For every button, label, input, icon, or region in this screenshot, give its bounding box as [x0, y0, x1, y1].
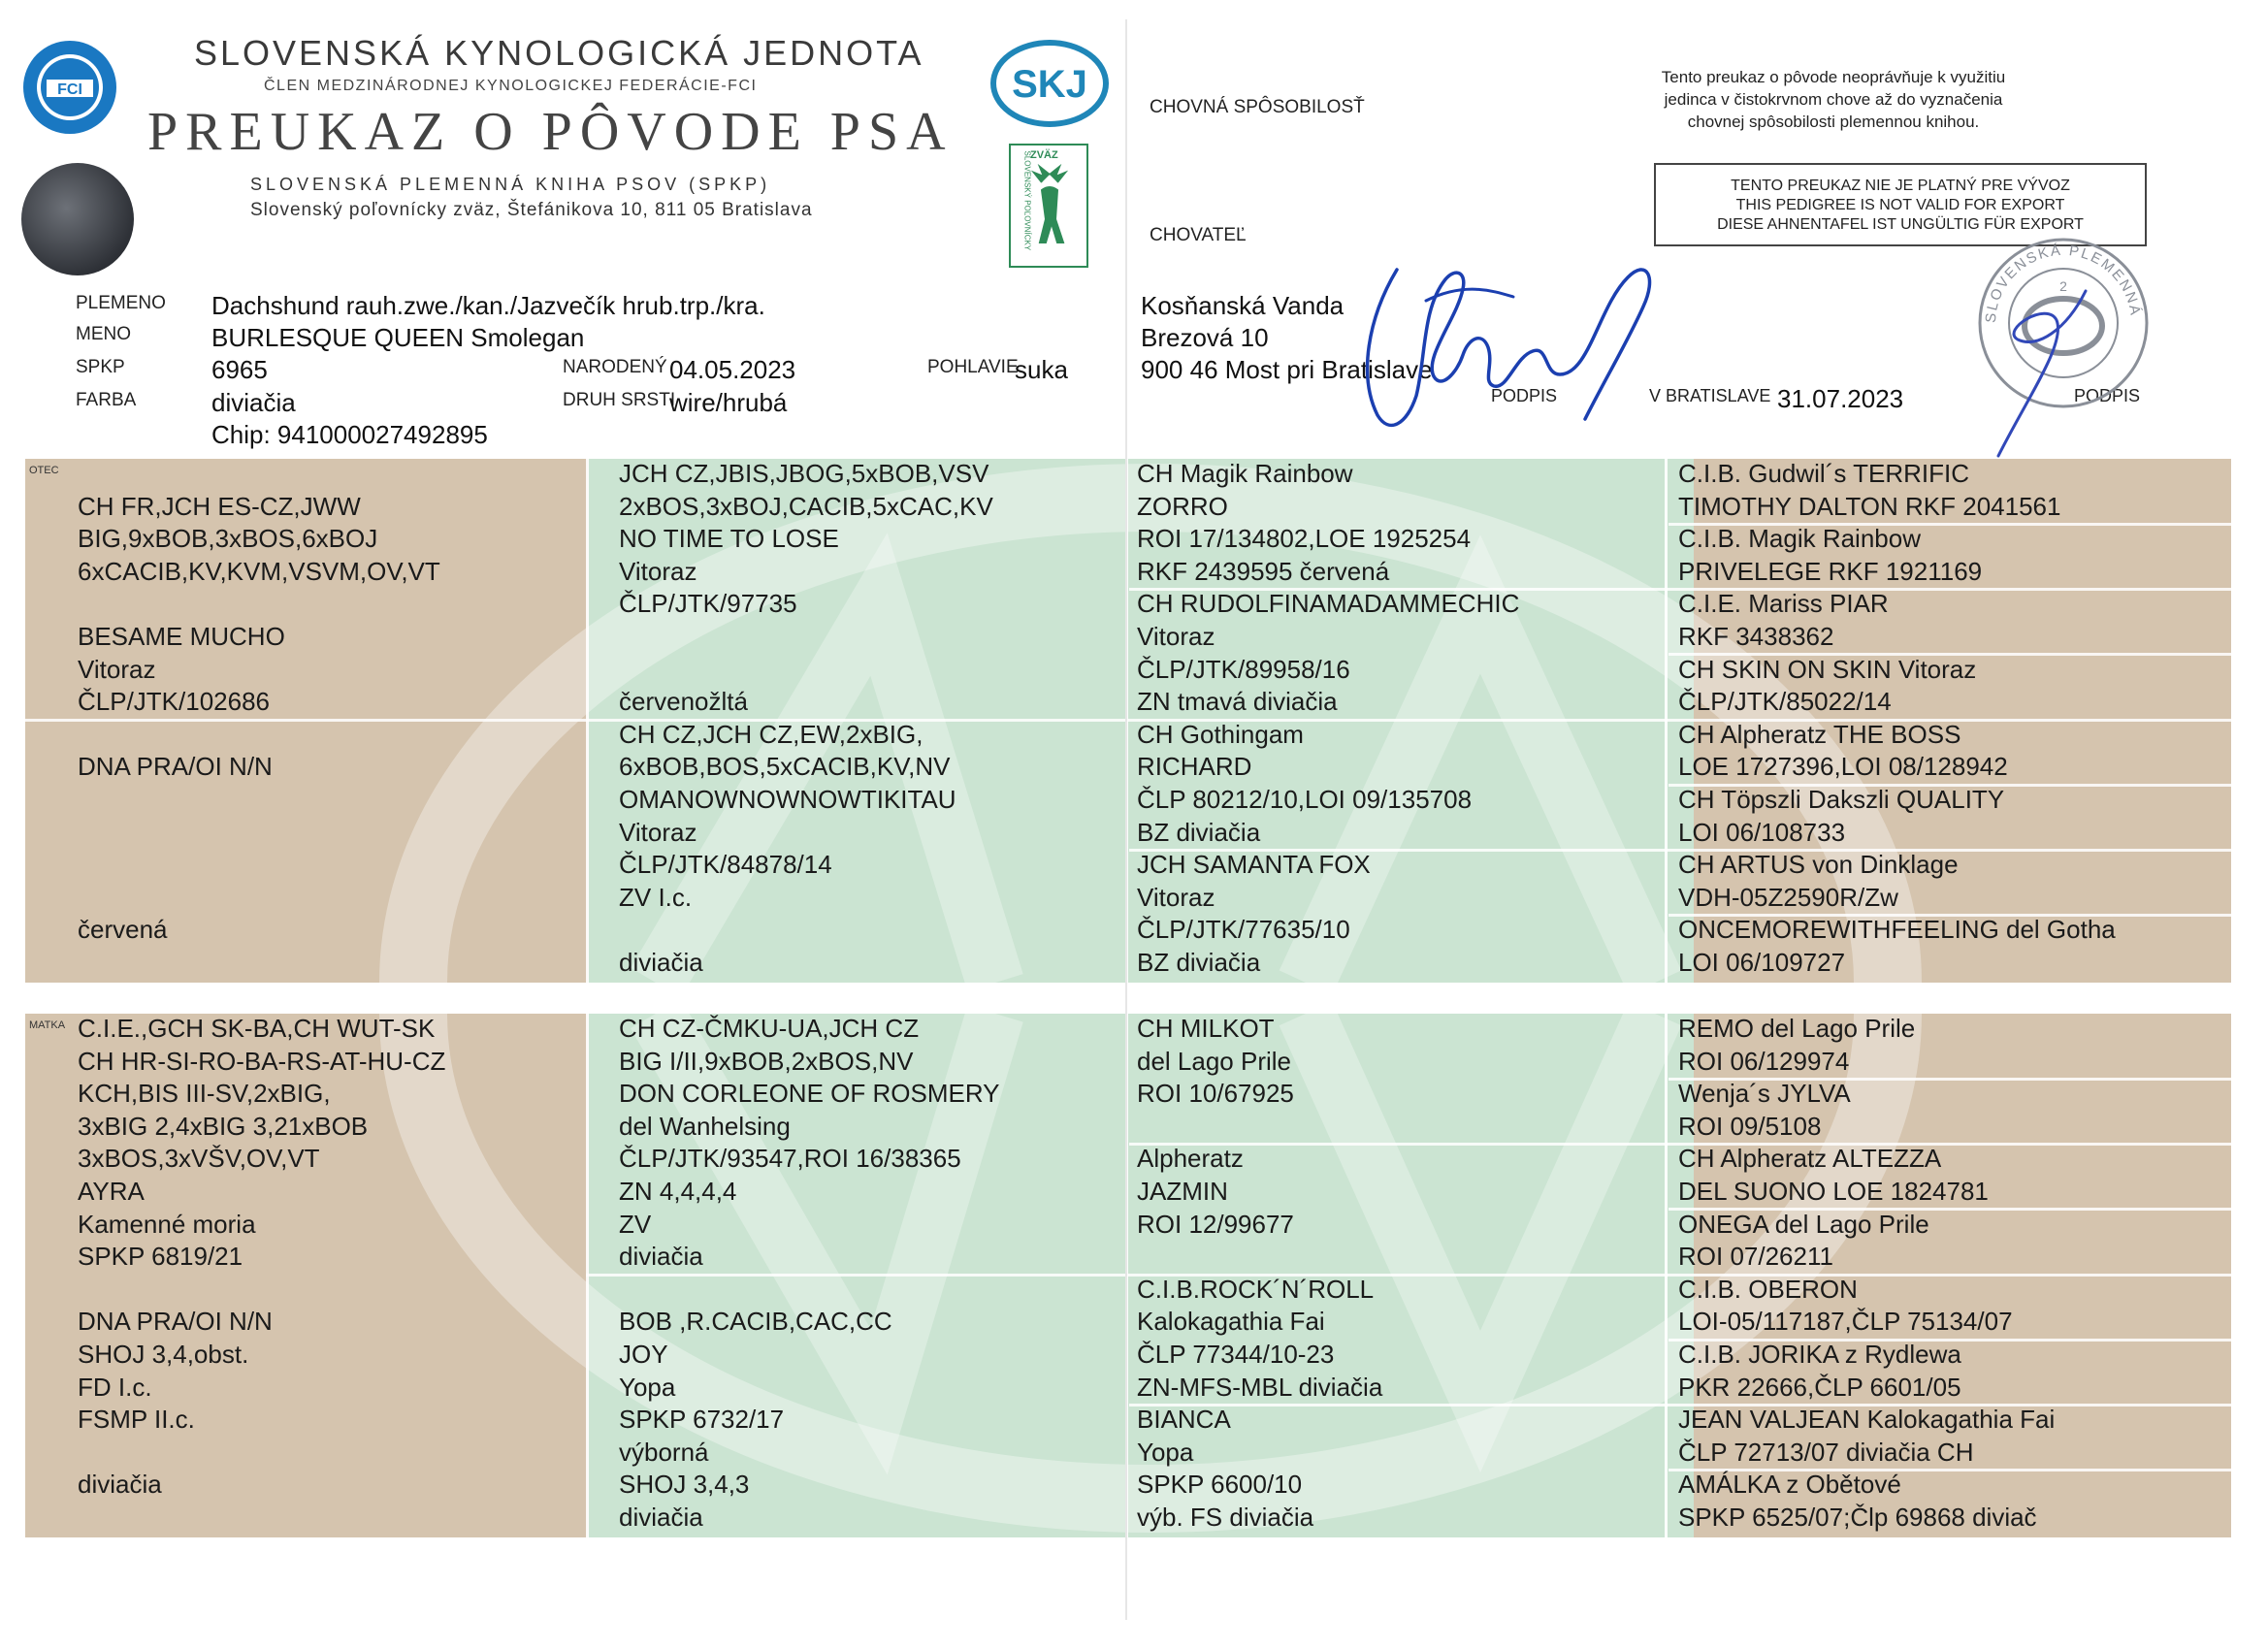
pedigree-line: OMANOWNOWNOWTIKITAU	[619, 784, 956, 814]
breeder-street: Brezová 10	[1141, 323, 1269, 352]
pedigree-line: SPKP 6732/17	[619, 1405, 785, 1435]
export-line: THIS PEDIGREE IS NOT VALID FOR EXPORT	[1735, 197, 2065, 213]
pedigree-line: 3xBIG 2,4xBIG 3,21xBOB	[78, 1111, 369, 1141]
pedigree-line: CH Magik Rainbow	[1137, 459, 1353, 488]
pedigree-line: Vitoraz	[1137, 621, 1215, 651]
pedigree-line: CH SKIN ON SKIN Vitoraz	[1678, 654, 1977, 684]
sire-pedigree-panel	[25, 459, 2231, 983]
pedigree-line: ČLP/JTK/85022/14	[1678, 687, 1892, 717]
hunting-union-logo	[1009, 144, 1088, 268]
breeder-name: Kosňanská Vanda	[1141, 291, 1345, 320]
pedigree-line: ROI 17/134802,LOE 1925254	[1137, 524, 1472, 554]
breed-value: Dachshund rauh.zwe./kan./Jazvečík hrub.trp./kra.	[211, 291, 765, 320]
label-spkp: SPKP	[76, 357, 125, 377]
pedigree-line	[619, 621, 993, 654]
pedigree-line: SHOJ 3,4,obst.	[78, 1339, 249, 1369]
pedigree-line: CH Gothingam	[1137, 719, 1304, 749]
pedigree-line: Yopa	[619, 1372, 676, 1402]
signature-label-2: PODPIS	[2074, 386, 2141, 405]
label-name: MENO	[76, 324, 131, 344]
breeding-fitness-label: CHOVNÁ SPÔSOBILOSŤ	[1150, 97, 1365, 117]
pedigree-line: výb. FS diviačia	[1137, 1502, 1314, 1532]
pedigree-line: TIMOTHY DALTON RKF 2041561	[1678, 491, 2061, 521]
pedigree-line: DNA PRA/OI N/N	[78, 752, 273, 782]
pedigree-line: Yopa	[1137, 1437, 1194, 1467]
pedigree-line: BESAME MUCHO	[78, 621, 285, 651]
pedigree-line: FSMP II.c.	[78, 1405, 195, 1435]
pedigree-line: LOE 1727396,LOI 08/128942	[1678, 752, 2008, 782]
pedigree-line: červená	[78, 915, 168, 945]
pedigree-line	[78, 849, 440, 882]
pedigree-line: CH HR-SI-RO-BA-RS-AT-HU-CZ	[78, 1046, 446, 1076]
pedigree-line: PRIVELEGE RKF 1921169	[1678, 556, 1983, 586]
pedigree-line: CH CZ-ČMKU-UA,JCH CZ	[619, 1014, 920, 1043]
pedigree-line: ROI 12/99677	[1137, 1209, 1294, 1239]
pedigree-line	[78, 817, 440, 850]
pedigree-line: CH Töpszli Dakszli QUALITY	[1678, 784, 2005, 814]
pedigree-line: C.I.B.ROCK´N´ROLL	[1137, 1274, 1375, 1304]
pedigree-line: ČLP/JTK/93547,ROI 16/38365	[619, 1144, 961, 1174]
stud-book-name: SLOVENSKÁ PLEMENNÁ KNIHA PSOV (SPKP)	[250, 175, 771, 194]
sire-column-1	[78, 459, 440, 980]
breeder-label: CHOVATEĽ	[1150, 225, 1247, 245]
pedigree-line: Vitoraz	[78, 654, 156, 684]
pedigree-line: DON CORLEONE OF ROSMERY	[619, 1079, 1000, 1109]
pedigree-line	[78, 588, 440, 621]
pedigree-line: ČLP 80212/10,LOI 09/135708	[1137, 784, 1473, 814]
pedigree-line: BIG I/II,9xBOB,2xBOS,NV	[619, 1046, 914, 1076]
label-coat: DRUH SRSTI	[563, 390, 676, 410]
pedigree-line: C.I.B. Gudwil´s TERRIFIC	[1678, 459, 1970, 488]
pedigree-line: Vitoraz	[619, 556, 697, 586]
pedigree-line: Alpheratz	[1137, 1144, 1244, 1174]
pedigree-line: červenožltá	[619, 687, 748, 717]
pedigree-line	[619, 914, 993, 947]
pedigree-line	[78, 1437, 445, 1470]
pedigree-line: CH MILKOT	[1137, 1014, 1275, 1043]
pedigree-line: ZN tmavá diviačia	[1137, 687, 1338, 717]
pedigree-line: AYRA	[78, 1176, 145, 1206]
pedigree-line: DEL SUONO LOE 1824781	[1678, 1176, 1989, 1206]
pedigree-line: JOY	[619, 1339, 668, 1369]
pedigree-line: NO TIME TO LOSE	[619, 524, 839, 554]
pedigree-line: C.I.B. OBERON	[1678, 1274, 1858, 1304]
pedigree-line	[78, 1502, 445, 1535]
pedigree-line: ONCEMOREWITHFEELING del Gotha	[1678, 915, 2116, 945]
pedigree-line: JCH SAMANTA FOX	[1137, 850, 1371, 880]
pedigree-line: 6xBOB,BOS,5xCACIB,KV,NV	[619, 752, 951, 782]
pedigree-line: BIG,9xBOB,3xBOS,6xBOJ	[78, 524, 378, 554]
notice-line: Tento preukaz o pôvode neoprávňuje k využitiu	[1661, 68, 2006, 86]
pedigree-line: Vitoraz	[619, 817, 697, 847]
pedigree-line: ČLP/JTK/102686	[78, 687, 271, 717]
skj-logo	[989, 39, 1110, 128]
black-seal	[21, 163, 134, 275]
pedigree-line: CH Alpheratz THE BOSS	[1678, 719, 1961, 749]
org-subtitle: ČLEN MEDZINÁRODNEJ KYNOLOGICKEJ FEDERÁCIE-FCI	[264, 78, 758, 94]
pedigree-line	[78, 719, 440, 752]
pedigree-line: LOI 06/109727	[1678, 947, 1846, 977]
pedigree-line: ČLP 77344/10-23	[1137, 1339, 1335, 1369]
pedigree-line: KCH,BIS III-SV,2xBIG,	[78, 1079, 331, 1109]
pedigree-line: CH FR,JCH ES-CZ,JWW	[78, 491, 361, 521]
pedigree-line: del Lago Prile	[1137, 1046, 1291, 1076]
pedigree-line	[1137, 1111, 1382, 1144]
pedigree-line: Kamenné moria	[78, 1209, 256, 1239]
pedigree-line: RICHARD	[1137, 752, 1252, 782]
pedigree-line: ROI 09/5108	[1678, 1111, 1822, 1141]
pedigree-line: ČLP 72713/07 diviačia CH	[1678, 1437, 1974, 1467]
pedigree-line	[78, 784, 440, 817]
color-value: diviačia	[211, 388, 296, 417]
svg-text:FCI: FCI	[57, 81, 82, 98]
pedigree-line	[78, 947, 440, 980]
pedigree-line: BZ diviačia	[1137, 817, 1261, 847]
pedigree-line: del Wanhelsing	[619, 1111, 791, 1141]
label-sex: POHLAVIE	[927, 357, 1019, 377]
pedigree-line: ČLP/JTK/77635/10	[1137, 915, 1350, 945]
coat-value: wire/hrubá	[669, 388, 788, 417]
pedigree-line: ZV	[619, 1209, 652, 1239]
dog-name: BURLESQUE QUEEN Smolegan	[211, 323, 585, 352]
hunting-union-logo-side: SLOVENSKÝ POĽOVNÍCKY	[1022, 150, 1032, 251]
pedigree-line: SPKP 6600/10	[1137, 1470, 1303, 1500]
pedigree-line: AMÁLKA z Obětové	[1678, 1470, 1901, 1500]
pedigree-line: C.I.E.,GCH SK-BA,CH WUT-SK	[78, 1014, 436, 1043]
pedigree-line: VDH-05Z2590R/Zw	[1678, 882, 1898, 912]
breeder-signature	[1319, 242, 1688, 446]
pedigree-line: RKF 2439595 červená	[1137, 556, 1390, 586]
org-title: SLOVENSKÁ KYNOLOGICKÁ JEDNOTA	[194, 33, 924, 73]
pedigree-line: ROI 07/26211	[1678, 1242, 1833, 1272]
svg-text:SKJ: SKJ	[1012, 63, 1087, 106]
pedigree-line: ZN 4,4,4,4	[619, 1176, 737, 1206]
pedigree-line: Vitoraz	[1137, 882, 1215, 912]
pedigree-line: CH RUDOLFINAMADAMMECHIC	[1137, 589, 1520, 619]
dam-column-1	[78, 1014, 445, 1535]
notice-line: chovnej spôsobilosti plemennou knihou.	[1687, 113, 1980, 131]
pedigree-line: BZ diviačia	[1137, 947, 1261, 977]
pedigree-line: C.I.E. Mariss PIAR	[1678, 589, 1889, 619]
pedigree-line: ROI 06/129974	[1678, 1046, 1850, 1076]
dam-label: MATKA	[29, 1019, 66, 1031]
pedigree-line: FD I.c.	[78, 1372, 152, 1402]
pedigree-line	[619, 1274, 999, 1307]
pedigree-line: diviačia	[619, 1242, 703, 1272]
pedigree-line: diviačia	[619, 1502, 703, 1532]
place-label: V BRATISLAVE	[1649, 386, 1771, 405]
sire-column-2	[619, 459, 993, 980]
pedigree-line: REMO del Lago Prile	[1678, 1014, 1916, 1043]
pedigree-line: Kalokagathia Fai	[1137, 1307, 1325, 1337]
dam-pedigree-panel	[25, 1014, 2231, 1537]
pedigree-line: BIANCA	[1137, 1405, 1231, 1435]
pedigree-line: 6xCACIB,KV,KVM,VSVM,OV,VT	[78, 556, 440, 586]
pedigree-line: BOB ,R.CACIB,CAC,CC	[619, 1307, 892, 1337]
notice-line: jedinca v čistokrvnom chove až do vyznačenia	[1664, 90, 2003, 109]
pedigree-line: ČLP/JTK/89958/16	[1137, 654, 1350, 684]
label-breed: PLEMENO	[76, 293, 166, 313]
pedigree-line: ONEGA del Lago Prile	[1678, 1209, 1929, 1239]
pedigree-line: ČLP/JTK/97735	[619, 589, 797, 619]
pedigree-line	[78, 459, 440, 491]
label-born: NARODENÝ	[563, 357, 667, 377]
pedigree-line: C.I.B. JORIKA z Rydlewa	[1678, 1339, 1961, 1369]
label-color: FARBA	[76, 390, 137, 410]
pedigree-line	[78, 1274, 445, 1307]
pedigree-line: RKF 3438362	[1678, 621, 1834, 651]
stud-book-address: Slovenský poľovnícky zväz, Štefánikova 10, 811 05 Bratislava	[250, 200, 813, 220]
pedigree-line: 3xBOS,3xVŠV,OV,VT	[78, 1144, 320, 1174]
pedigree-line: PKR 22666,ČLP 6601/05	[1678, 1372, 1961, 1402]
pedigree-line: 2xBOS,3xBOJ,CACIB,5xCAC,KV	[619, 491, 993, 521]
pedigree-line: Wenja´s JYLVA	[1678, 1079, 1851, 1109]
svg-text:SLOVENSKÁ PLEMENNÁ KNIHA: SLOVENSKÁ PLEMENNÁ	[1982, 242, 2144, 324]
pedigree-line: JEAN VALJEAN Kalokagathia Fai	[1678, 1405, 2056, 1435]
dam-column-3	[1137, 1014, 1382, 1535]
pedigree-line: SPKP 6819/21	[78, 1242, 243, 1272]
pedigree-line: diviačia	[78, 1470, 162, 1500]
pedigree-line: ČLP/JTK/84878/14	[619, 850, 832, 880]
pedigree-line	[78, 882, 440, 915]
validity-notice	[1639, 66, 2027, 133]
issue-date: 31.07.2023	[1777, 384, 1904, 413]
pedigree-line: CH Alpheratz ALTEZZA	[1678, 1144, 1942, 1174]
breeder-city: 900 46 Most pri Bratislave	[1141, 355, 1433, 384]
pedigree-line: SHOJ 3,4,3	[619, 1470, 750, 1500]
sex-value: suka	[1015, 355, 1068, 384]
svg-text:2: 2	[2059, 278, 2067, 294]
document-title: PREUKAZ O PÔVODE PSA	[147, 102, 954, 162]
birth-date: 04.05.2023	[669, 355, 796, 384]
sire-column-4	[1678, 459, 2116, 980]
pedigree-line: JCH CZ,JBIS,JBOG,5xBOB,VSV	[619, 459, 989, 488]
pedigree-line: výborná	[619, 1437, 709, 1467]
pedigree-line: C.I.B. Magik Rainbow	[1678, 524, 1921, 554]
pedigree-line: DNA PRA/OI N/N	[78, 1307, 273, 1337]
hunting-union-logo-text: ZVÄZ	[1030, 149, 1058, 161]
pedigree-line: CH ARTUS von Dinklage	[1678, 850, 1959, 880]
pedigree-line: LOI 06/108733	[1678, 817, 1846, 847]
pedigree-line: ZN-MFS-MBL diviačia	[1137, 1372, 1383, 1402]
chip-number: Chip: 941000027492895	[211, 420, 488, 449]
spkp-number: 6965	[211, 355, 268, 384]
pedigree-line	[619, 654, 993, 687]
fci-logo	[19, 37, 120, 138]
official-signature	[1950, 272, 2105, 466]
pedigree-line: CH CZ,JCH CZ,EW,2xBIG,	[619, 719, 923, 749]
export-line: TENTO PREUKAZ NIE JE PLATNÝ PRE VÝVOZ	[1731, 178, 2070, 194]
pedigree-line: ROI 10/67925	[1137, 1079, 1294, 1109]
pedigree-line	[1137, 1241, 1382, 1274]
fold-line	[1125, 19, 1127, 1620]
dam-column-2	[619, 1014, 999, 1535]
export-line: DIESE AHNENTAFEL IST UNGÜLTIG FÜR EXPORT	[1717, 216, 2084, 233]
pedigree-line: SPKP 6525/07;Člp 69868 diviač	[1678, 1502, 2037, 1532]
pedigree-line: diviačia	[619, 947, 703, 977]
pedigree-line: ZV I.c.	[619, 882, 693, 912]
pedigree-line: JAZMIN	[1137, 1176, 1228, 1206]
dam-column-4	[1678, 1014, 2055, 1535]
signature-label: PODPIS	[1491, 386, 1558, 405]
sire-label: OTEC	[29, 465, 59, 476]
pedigree-line: ZORRO	[1137, 491, 1228, 521]
sire-column-3	[1137, 459, 1519, 980]
pedigree-line: LOI-05/117187,ČLP 75134/07	[1678, 1307, 2013, 1337]
